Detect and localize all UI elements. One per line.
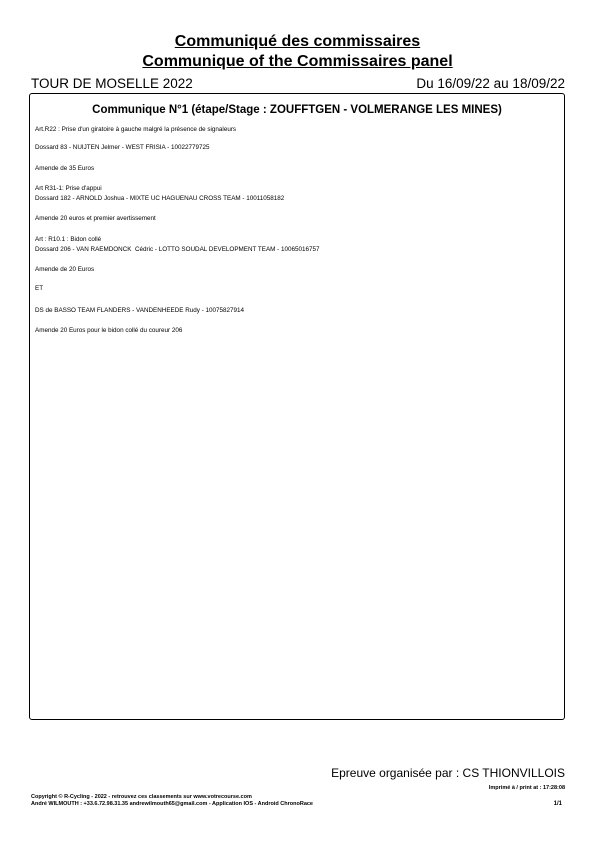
communique-box (29, 93, 565, 720)
article-r22: Art.R22 : Prise d'un giratoire à gauche malgré la présence de signaleurs (35, 126, 237, 133)
race-name: TOUR DE MOSELLE 2022 (31, 76, 193, 91)
copyright-line: Copyright © R-Cycling - 2022 - retrouvez ces classements sur www.votrecourse.com (31, 794, 252, 800)
fine-rider-83: Amende de 35 Euros (35, 165, 95, 172)
title-french: Communiqué des commissaires (174, 33, 421, 50)
rider-182: Dossard 182 - ARNOLD Joshua - MIXTE UC HAGUENAU CROSS TEAM - 10011058182 (35, 195, 285, 202)
conjunction-et: ET (35, 285, 44, 292)
rider-83: Dossard 83 - NUIJTEN Jelmer - WEST FRISIA - 10022779725 (35, 144, 210, 151)
article-r31-1: Art R31-1: Prise d'appui (35, 185, 102, 192)
fine-sports-director: Amende 20 Euros pour le bidon collé du coureur 206 (35, 327, 183, 334)
race-dates: Du 16/09/22 au 18/09/22 (416, 76, 565, 91)
page-number: 1/1 (553, 801, 562, 807)
fine-rider-182: Amende 20 euros et premier avertissement (35, 215, 156, 222)
organiser: Epreuve organisée par : CS THIONVILLOIS (331, 766, 565, 780)
contact-line: André WILMOUTH : +33.6.72.98.31.35 andrewilmouth65@gmail.com - Application IOS - Android ChronoRace (31, 801, 313, 807)
communique-title: Communique N°1 (étape/Stage : ZOUFFTGEN - VOLMERANGE LES MINES) (92, 104, 502, 116)
fine-rider-206: Amende de 20 Euros (35, 266, 95, 273)
article-r10-1: Art : R10.1 : Bidon collé (35, 236, 102, 243)
rider-206: Dossard 206 - VAN RAEMDONCK Cédric - LOTTO SOUDAL DEVELOPMENT TEAM - 10065016757 (35, 246, 320, 253)
title-english: Communique of the Commissaires panel (142, 53, 453, 70)
sports-director-entry: DS de BASSO TEAM FLANDERS - VANDENHEEDE Rudy - 10075827914 (35, 307, 245, 314)
print-time: Imprimé à / print at : 17:28:08 (488, 785, 565, 791)
